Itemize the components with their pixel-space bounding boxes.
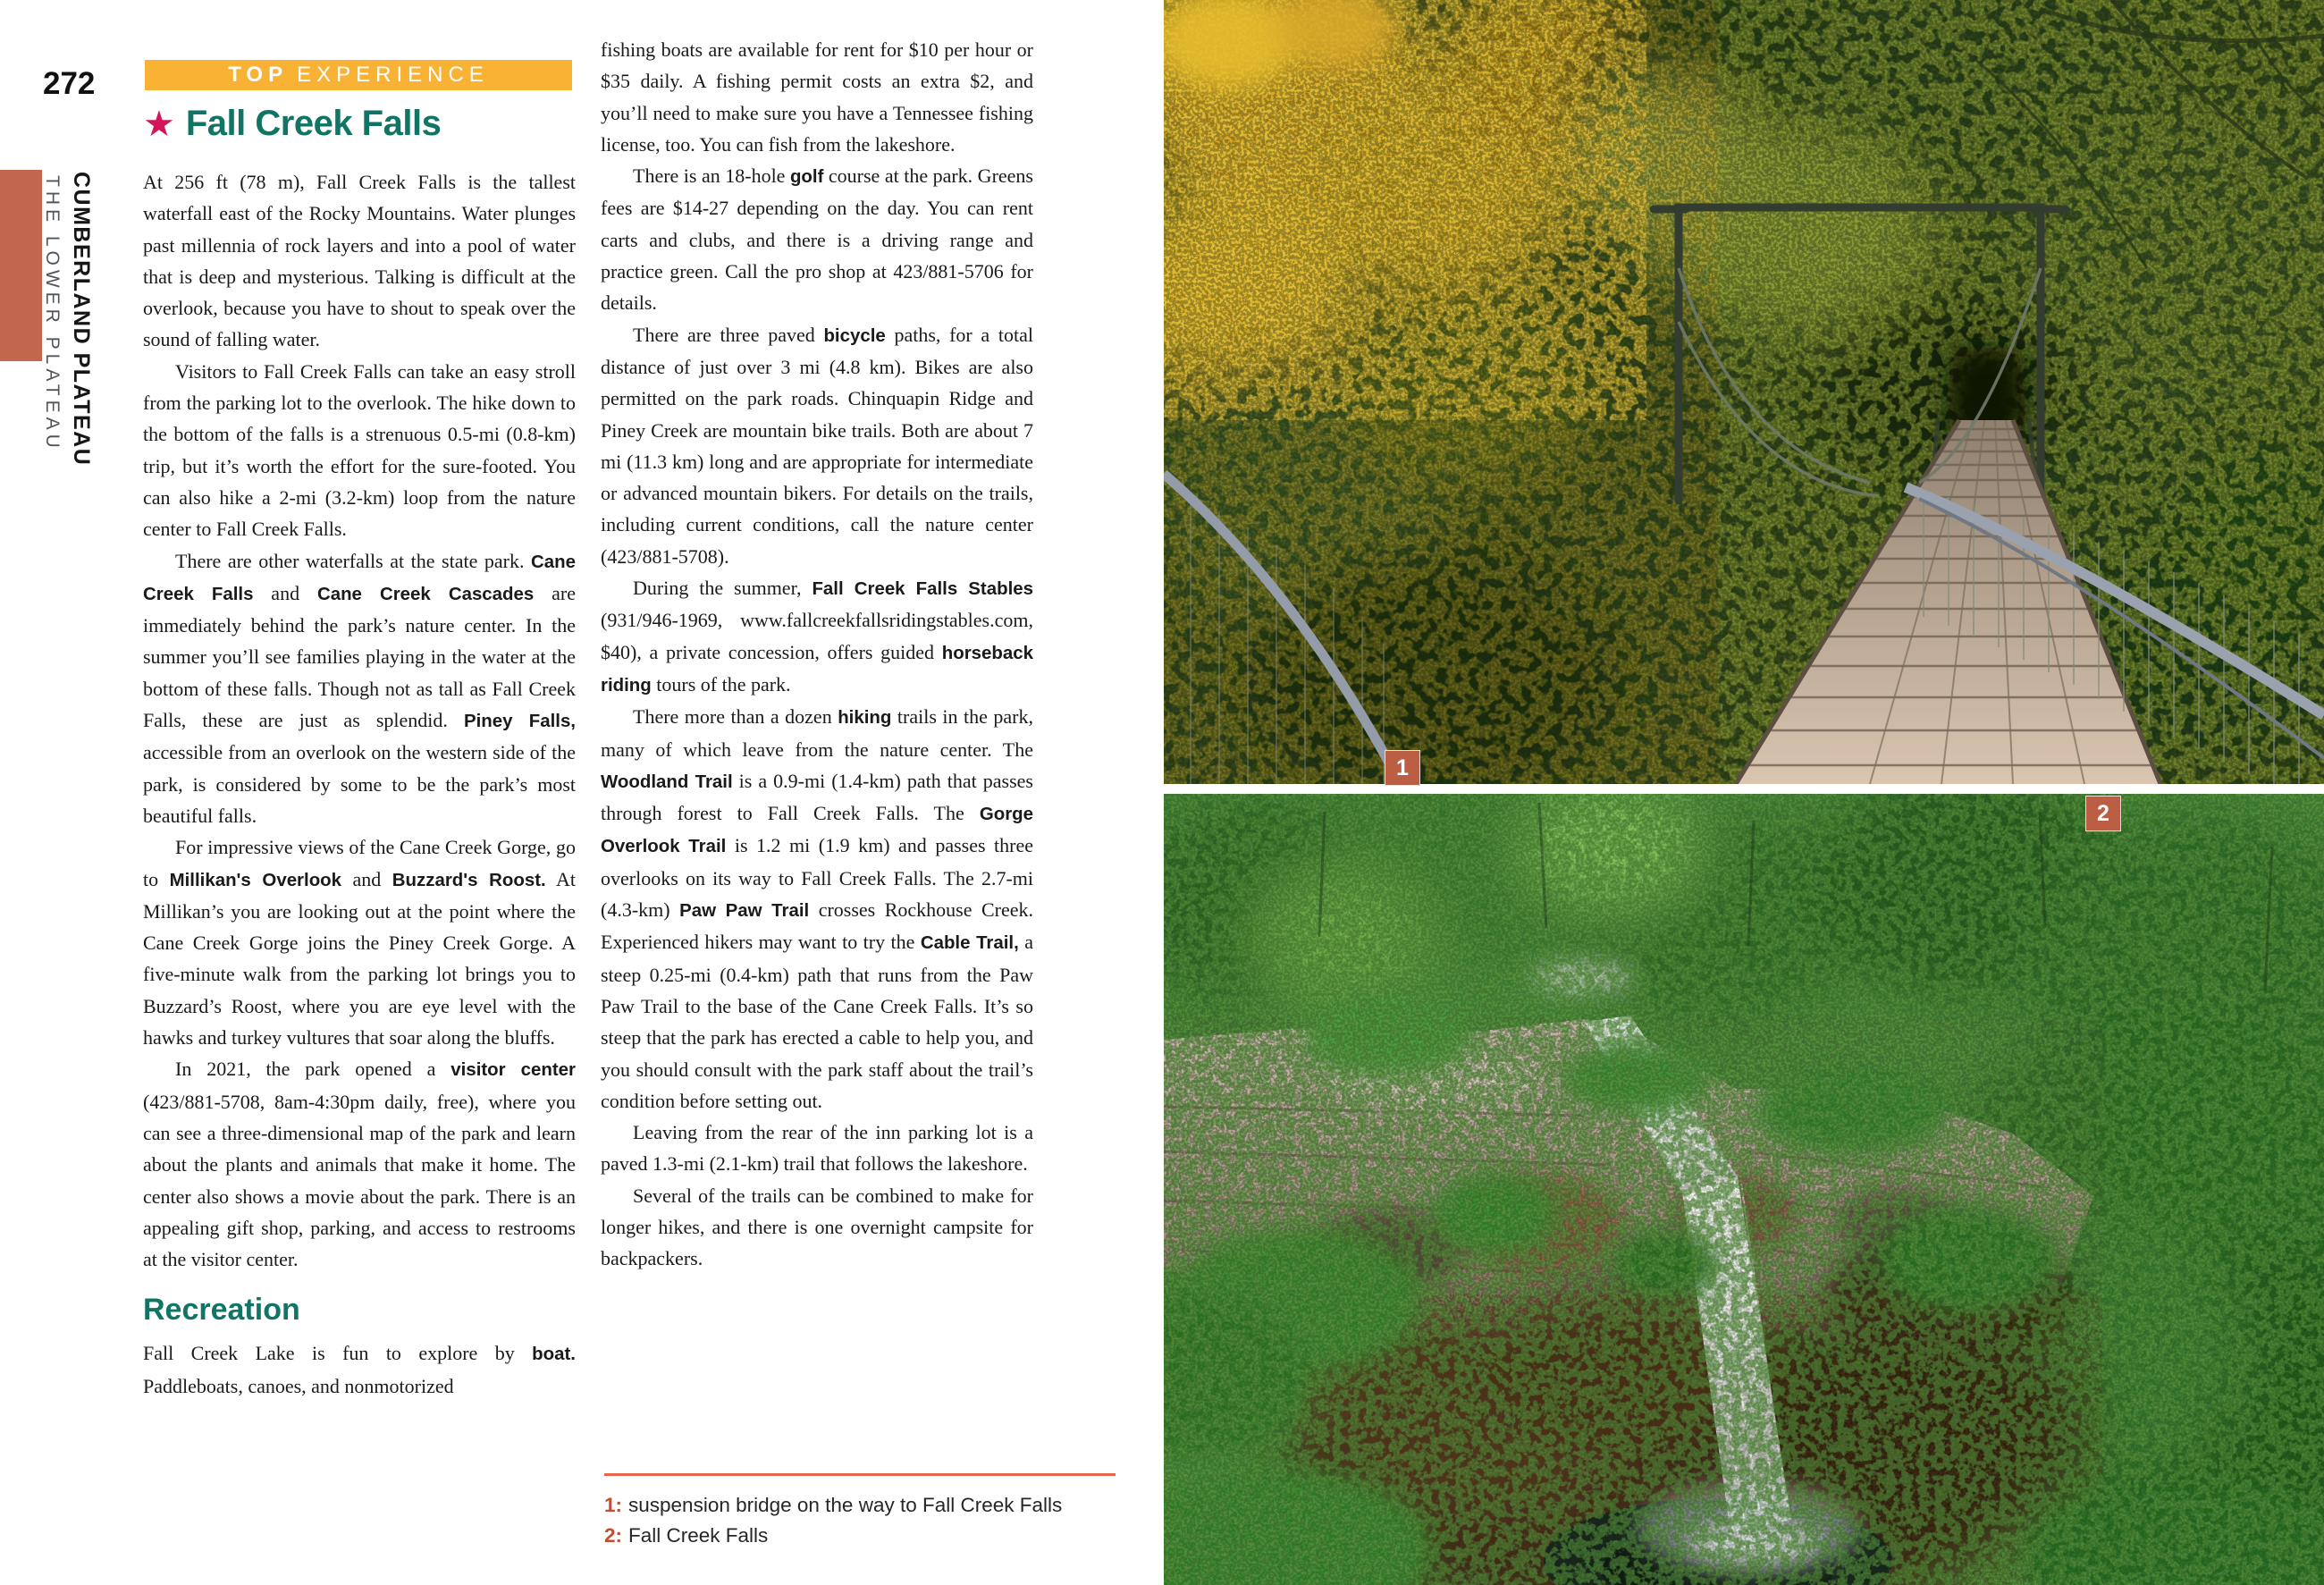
keyword-bold: visitor center xyxy=(450,1059,576,1081)
caption-divider-line xyxy=(604,1473,1116,1476)
body-text: At Millikan’s you are looking out at the point where the Cane Creek Gorge joins the Piney Creek Gorge. A five-minute walk from the parking lot brings you to Buzzard’s Roost, where you are eye level with the hawks and turkey vultures that soar along the bluffs. xyxy=(143,867,576,1050)
keyword-bold: Cane Creek Cascades xyxy=(316,583,535,604)
article-title-row xyxy=(143,104,441,144)
paragraph xyxy=(143,545,576,832)
text-column-2 xyxy=(601,34,1033,1275)
body-text: (931/946-1969, www.fallcreekfallsridingstables.com, $40), a private concession, offers guided xyxy=(601,609,1033,663)
body-text: trails in the park, many of which leave from the nature center. The xyxy=(601,705,1033,761)
keyword-bold: Gorge Overlook Trail xyxy=(601,804,1033,857)
body-text: At 256 ft (78 m), Fall Creek Falls is the tallest waterfall east of the Rocky Mountains. Water plunges past millennia of rock layers and into a pool of water that is deep and mysterious. Talking is difficult at the overlook, because you have to shout to speak over the sound of falling water. xyxy=(143,171,576,351)
keyword-bold: bicycle xyxy=(823,325,886,346)
paragraph xyxy=(601,701,1033,1117)
keyword-bold: Paw Paw Trail xyxy=(679,900,810,922)
body-text: crosses Rockhouse Creek. Experienced hikers may want to try the xyxy=(601,898,1033,954)
caption-text: Fall Creek Falls xyxy=(628,1524,769,1547)
page-number: 272 xyxy=(43,66,96,101)
keyword-bold: golf xyxy=(789,166,824,188)
photo-badge-1: 1 xyxy=(1385,750,1420,786)
body-text: There are other waterfalls at the state park. xyxy=(175,549,532,572)
banner-word-experience: EXPERIENCE xyxy=(297,63,489,87)
body-text: and xyxy=(341,867,392,890)
keyword-bold: Woodland Trail xyxy=(601,771,733,792)
body-text: (423/881-5708, 8am-4:30pm daily, free), where you can see a three-dimensional map of the park and learn about the plants and animals that make it home. The center also shows a movie about the park. There is an appealing gift shop, parking, and access to restrooms at the visitor center. xyxy=(143,1090,576,1271)
body-text: is 1.2 mi (1.9 km) and passes three overlooks on its way to Fall Creek Falls. The 2.7-mi (4.3-km) xyxy=(601,834,1033,922)
body-text: Leaving from the rear of the inn parking lot is a paved 1.3-mi (2.1-km) trail that follows the lakeshore. xyxy=(601,1121,1033,1176)
paragraph xyxy=(601,1117,1033,1180)
vertical-chapter-label: CUMBERLAND PLATEAU xyxy=(69,172,94,467)
body-text: is a 0.9-mi (1.4-km) path that passes through forest to Fall Creek Falls. The xyxy=(601,769,1033,825)
paragraph xyxy=(601,572,1033,701)
keyword-bold: horseback riding xyxy=(601,642,1033,696)
body-text: course at the park. Greens fees are $14-27 depending on the day. You can rent carts and clubs, and there is a driving range and practice green. Call the pro shop at 423/881-5706 for details. xyxy=(601,164,1033,315)
waterfall-illustration xyxy=(1164,794,2324,1585)
paragraph xyxy=(143,831,576,1053)
body-text: In 2021, the park opened a xyxy=(175,1058,451,1081)
body-text: Fall Creek Lake is fun to explore by xyxy=(143,1342,533,1365)
paragraph xyxy=(601,319,1033,572)
top-experience-star-icon: ★ xyxy=(143,103,175,145)
keyword-bold: Fall Creek Falls Stables xyxy=(812,578,1033,600)
banner-word-top: TOP xyxy=(228,63,289,87)
paragraph xyxy=(143,1053,576,1275)
photo-badge-2: 2 xyxy=(2085,796,2121,831)
body-text: Visitors to Fall Creek Falls can take an easy stroll from the parking lot to the overlook. The hike down to the bottom of the falls is a strenuous 0.5-mi (0.8-km) trip, but it’s worth the effort for the sure-footed. You can also hike a 2-mi (3.2-km) loop from the nature center to Fall Creek Falls. xyxy=(143,359,576,541)
body-text: are immediately behind the park’s nature center. In the summer you’ll see families playing in the water at the bottom of these falls. Though not as tall as Fall Creek Falls, these are just as splendid. xyxy=(143,581,576,732)
text-column-1 xyxy=(143,166,576,1402)
keyword-bold: Buzzard's Roost. xyxy=(392,869,546,890)
caption-number: 1: xyxy=(604,1494,623,1516)
photo-caption-block xyxy=(604,1473,1121,1551)
body-text: There are three paved xyxy=(633,323,824,346)
column1-top-paragraphs xyxy=(143,166,576,1275)
body-text: a steep 0.25-mi (0.4-km) path that runs from the Paw Paw Trail to the base of the Cane Creek Falls. It’s so steep that the park has erected a cable to help you, and you should consult with the park staff about the trail’s condition before setting out. xyxy=(601,931,1033,1112)
suspension-bridge-illustration xyxy=(1164,0,2324,784)
chapter-color-tab xyxy=(0,170,42,361)
photo-caption xyxy=(604,1490,1121,1521)
paragraph xyxy=(601,1180,1033,1275)
body-text: paths, for a total distance of just over 3 mi (4.8 km). Bikes are also permitted on the park roads. Chinquapin Ridge and Piney Creek are mountain bike trails. Both are about 7 mi (11.3 km) long and are appropriate for intermediate or advanced mountain bikers. For details on the trails, including current conditions, call the nature center (423/881-5708). xyxy=(601,323,1033,568)
vertical-section-label: THE LOWER PLATEAU xyxy=(42,175,63,452)
keyword-bold: boat. xyxy=(532,1344,576,1365)
keyword-bold: hiking xyxy=(838,707,892,729)
body-text: accessible from an overlook on the western side of the park, is considered by some to be the park’s most beautiful falls. xyxy=(143,741,576,827)
photo-suspension-bridge xyxy=(1164,0,2324,784)
body-text: Several of the trails can be combined to make for longer hikes, and there is one overnight campsite for backpackers. xyxy=(601,1184,1033,1270)
caption-text: suspension bridge on the way to Fall Creek Falls xyxy=(628,1494,1063,1516)
body-text: There is an 18-hole xyxy=(633,164,790,188)
paragraph xyxy=(143,166,576,356)
body-text: There more than a dozen xyxy=(633,705,838,729)
body-text: For impressive views of the Cane Creek Gorge, go to xyxy=(143,836,576,890)
keyword-bold: Piney Falls, xyxy=(463,711,576,732)
caption-lines xyxy=(604,1490,1121,1551)
paragraph xyxy=(601,34,1033,160)
column1-bottom-paragraphs xyxy=(143,1337,576,1402)
body-text: fishing boats are available for rent for $10 per hour or $35 daily. A fishing permit costs an extra $2, and you’ll need to make sure you have a Tennessee fishing license, too. You can fish from the lakeshore. xyxy=(601,38,1033,156)
body-text: Paddleboats, canoes, and nonmotorized xyxy=(143,1374,454,1397)
body-text: tours of the park. xyxy=(651,672,791,696)
paragraph xyxy=(601,160,1033,318)
body-text: During the summer, xyxy=(633,577,813,600)
top-experience-banner xyxy=(145,60,572,90)
body-text: and xyxy=(253,581,317,604)
keyword-bold: Millikan's Overlook xyxy=(169,869,342,890)
photo-caption xyxy=(604,1521,1121,1551)
photo-fall-creek-falls xyxy=(1164,794,2324,1585)
paragraph xyxy=(143,1337,576,1402)
paragraph xyxy=(143,356,576,545)
caption-number: 2: xyxy=(604,1524,623,1547)
article-title: Fall Creek Falls xyxy=(185,104,442,143)
keyword-bold: Cable Trail, xyxy=(920,932,1019,954)
keyword-bold: Cane Creek Falls xyxy=(143,551,576,604)
recreation-heading: Recreation xyxy=(143,1293,300,1328)
